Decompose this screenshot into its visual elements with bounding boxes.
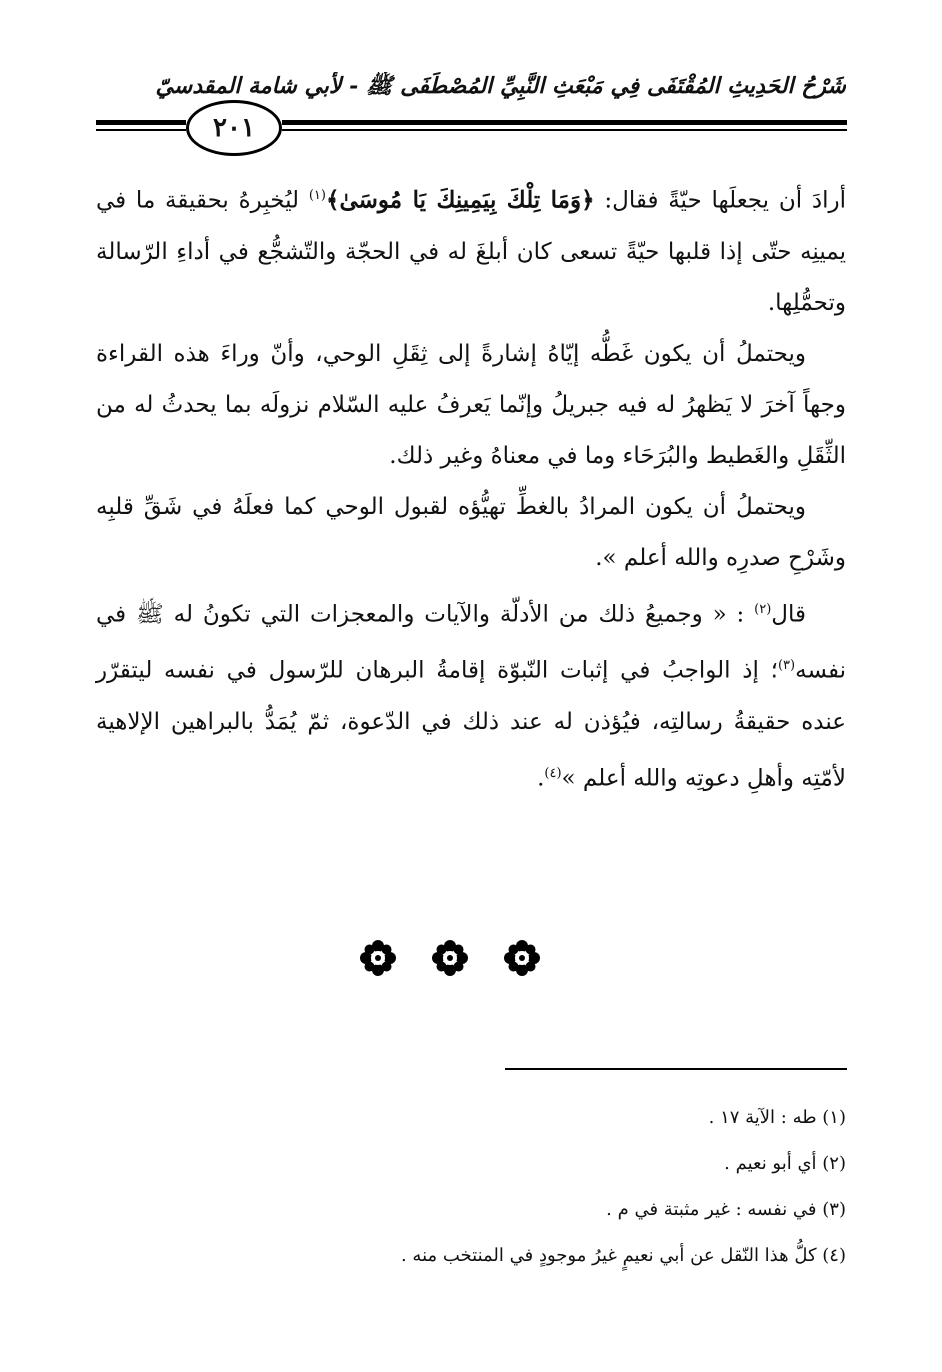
footnote-2: (٢) أي أبو نعيم . xyxy=(724,1153,846,1174)
section-divider-ornaments xyxy=(360,940,540,976)
footnotes xyxy=(96,1095,846,1279)
book-title: شَرْحُ الحَدِيثِ المُقْتَفَى فِي مَبْعَثِ النَّبِيِّ المُصْطَفَى ﷺ - لأبي شامة المقدسيّ xyxy=(155,73,846,99)
footnote-4: (٤) كلُّ هذا النّقل عن أبي نعيمٍ غيرُ موجودٍ في المنتخب منه . xyxy=(400,1245,846,1266)
footnote-ref-1: (١) xyxy=(308,188,326,203)
paragraph-4 xyxy=(96,584,846,805)
header-rule-right-thin xyxy=(282,129,847,131)
paragraph-1 xyxy=(96,170,846,329)
footnote-ref-2: (٢) xyxy=(754,601,772,617)
flower-ornament-icon xyxy=(504,940,540,976)
p4-text-a: قال xyxy=(771,601,806,628)
quran-verse: ﴿وَمَا تِلْكَ بِيَمِينِكَ يَا مُوسَىٰ﴾ xyxy=(325,186,595,214)
header-rule-left-thick xyxy=(96,120,186,125)
p1-text-after: ليُخبِرهُ بحقيقة ما في يمينِه حتّى إذا قلبها حيّةً تسعى كان أبلغَ له في الحجّة والتّشجُّع في أداءِ الرّسالة وتحمُّلِها. xyxy=(96,187,846,316)
p4-text-c: ؛ إذ الواجبُ في إثبات النّبوّة إقامةُ البرهان للرّسول في نفسه ليتقرّر عنده حقيقةُ رسالتِه، فيُؤذن له عند ذلك في الدّعوة، ثمّ يُمَدُّ بالبراهين الإلاهية لأمّتِه وأهلِ دعوتِه والله أعلم » xyxy=(96,657,846,792)
p1-text-before: أرادَ أن يجعلَها حيّةً فقال: xyxy=(594,187,846,214)
header-rule-right-thick xyxy=(282,120,847,125)
p4-text-end: . xyxy=(537,765,545,792)
flower-ornament-icon xyxy=(432,940,468,976)
footnote-separator xyxy=(505,1068,847,1070)
footnote-1: (١) طه : الآية ١٧ . xyxy=(708,1107,846,1128)
footnote-ref-4: (٤) xyxy=(544,765,562,781)
paragraph-2: ويحتملُ أن يكون غَطُّه إيّاهُ إشارةً إلى ثِقَلِ الوحي، وأنّ وراءَ هذه القراءة وجهاً آخرَ لا يَظهرُ له فيه جبريلُ وإنّما يَعرفُ عليه السّلام نزولَه بما يحدثُ له من الثِّقَلِ والغَطيط والبُرَحَاء وما في معناهُ وغير ذلك. xyxy=(96,340,846,469)
footnote-ref-3: (٣) xyxy=(777,658,796,674)
page-number: ٢٠١ xyxy=(186,100,282,156)
p4-text-b: : « وجميعُ ذلك من الأدلّة والآيات والمعجزات التي تكونُ له ﷺ في نفسه xyxy=(96,601,846,684)
flower-ornament-icon xyxy=(360,940,396,976)
main-text xyxy=(96,170,846,805)
header-rule-left-thin xyxy=(96,129,186,131)
paragraph-3: ويحتملُ أن يكون المرادُ بالغطِّ تهيُّؤه لقبول الوحي كما فعلَهُ في شَقِّ قلبِه وشَرْحِ صدرِه والله أعلم ». xyxy=(96,493,846,571)
footnote-3: (٣) في نفسه : غير مثبتة في م . xyxy=(606,1199,846,1220)
